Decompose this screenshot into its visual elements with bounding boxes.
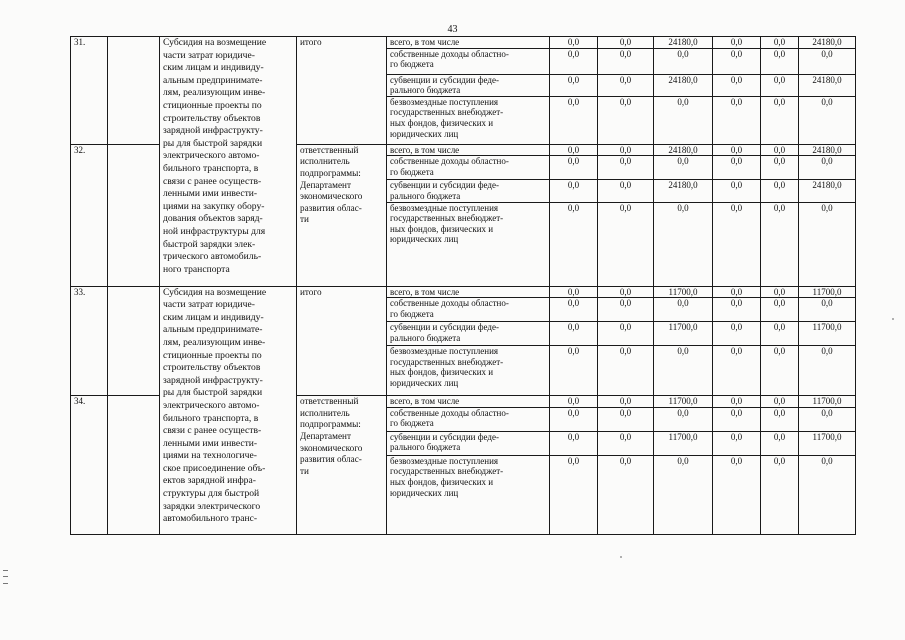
page-number: 43 [447,24,458,35]
amount-cell: 0,0 [550,396,598,408]
table-row [71,286,856,298]
executor-cell: ответственный исполнитель подпрограммы: Департамент экономического развития облас- ти [297,396,387,535]
amount-cell: 0,0 [550,156,598,180]
amount-cell: 0,0 [598,286,654,298]
amount-cell: 0,0 [761,144,799,156]
amount-cell: 0,0 [598,346,654,396]
amount-cell: 11700,0 [654,431,713,455]
amount-cell: 0,0 [550,202,598,286]
amount-cell: 0,0 [799,407,856,431]
table-row [71,37,856,49]
amount-cell: 0,0 [550,74,598,96]
amount-cell: 0,0 [598,48,654,74]
amount-cell: 0,0 [550,37,598,49]
amount-cell: 0,0 [713,396,761,408]
amount-cell: 0,0 [799,96,856,144]
amount-cell: 0,0 [799,455,856,534]
funding-source: субвенции и субсидии феде- рального бюджета [387,431,550,455]
funding-source: собственные доходы областно- го бюджета [387,48,550,74]
amount-cell: 0,0 [799,202,856,286]
measure-description: Субсидия на возмещение части затрат юридиче- ским лицам и индивиду- альным предпринимате- лям, реализующим инве- стиционные проекты по строительству объектов зарядной инфраструкту- ры для быстрой зарядки электрического автомо- бильного транспорта, в связи с ранее осуществ- ленными ими инвести- циями на закупку обору- дования объектов заряд- ной инфраструктуры для быстрой зарядки элек- трического автомобиль- ного транспорта [160,37,297,287]
amount-cell: 0,0 [761,96,799,144]
amount-cell: 0,0 [598,455,654,534]
amount-cell: 0,0 [761,180,799,202]
amount-cell: 0,0 [713,286,761,298]
amount-cell: 0,0 [761,48,799,74]
amount-cell: 24180,0 [654,144,713,156]
amount-cell: 11700,0 [799,286,856,298]
measure-description: Субсидия на возмещение части затрат юридиче- ским лицам и индивиду- альным предпринимате- лям, реализующим инве- стиционные проекты по строительству объектов зарядной инфраструкту- ры для быстрой зарядки электрического автомо- бильного транспорта, в связи с ранее осуществ- ленными ими инвести- циями на технологиче- ское присоединение объ- ектов зарядной инфра- структуры для быстрой зарядки электрического автомобильного транс- [160,286,297,534]
margin-mark [3,570,8,584]
amount-cell: 0,0 [598,180,654,202]
amount-cell: 0,0 [598,144,654,156]
funding-source: безвозмездные поступления государственных внебюджет- ных фондов, физических и юридических лиц [387,455,550,534]
amount-cell: 0,0 [761,37,799,49]
executor-cell: итого [297,37,387,145]
scan-speck [620,556,622,558]
amount-cell: 0,0 [654,407,713,431]
amount-cell: 0,0 [654,298,713,322]
amount-cell: 0,0 [761,407,799,431]
funding-source: всего, в том числе [387,144,550,156]
amount-cell: 0,0 [713,156,761,180]
amount-cell: 0,0 [550,322,598,346]
funding-source: всего, в том числе [387,286,550,298]
funding-table [70,36,856,535]
amount-cell: 24180,0 [654,37,713,49]
row-number: 31. [71,37,108,145]
amount-cell: 0,0 [761,322,799,346]
amount-cell: 0,0 [713,37,761,49]
amount-cell: 0,0 [598,37,654,49]
amount-cell: 0,0 [550,96,598,144]
amount-cell: 0,0 [654,96,713,144]
amount-cell: 0,0 [761,396,799,408]
amount-cell: 11700,0 [799,396,856,408]
amount-cell: 0,0 [713,455,761,534]
amount-cell: 0,0 [713,48,761,74]
funding-source: субвенции и субсидии феде- рального бюджета [387,180,550,202]
amount-cell: 0,0 [761,156,799,180]
amount-cell: 0,0 [713,298,761,322]
amount-cell: 0,0 [761,346,799,396]
funding-source: всего, в том числе [387,37,550,49]
amount-cell: 0,0 [799,298,856,322]
amount-cell: 11700,0 [654,396,713,408]
funding-source: безвозмездные поступления государственных внебюджет- ных фондов, физических и юридических лиц [387,96,550,144]
amount-cell: 24180,0 [799,144,856,156]
amount-cell: 0,0 [550,346,598,396]
amount-cell: 11700,0 [654,322,713,346]
funding-source: безвозмездные поступления государственных внебюджет- ных фондов, физических и юридических лиц [387,346,550,396]
amount-cell: 0,0 [550,298,598,322]
empty-cell [108,286,160,396]
amount-cell: 0,0 [598,202,654,286]
amount-cell: 0,0 [598,322,654,346]
funding-source: субвенции и субсидии феде- рального бюджета [387,322,550,346]
amount-cell: 0,0 [550,407,598,431]
amount-cell: 0,0 [713,202,761,286]
amount-cell: 0,0 [550,431,598,455]
amount-cell: 24180,0 [654,74,713,96]
amount-cell: 0,0 [598,407,654,431]
empty-cell [108,37,160,145]
amount-cell: 24180,0 [799,74,856,96]
amount-cell: 0,0 [713,431,761,455]
amount-cell: 0,0 [550,286,598,298]
amount-cell: 24180,0 [654,180,713,202]
executor-cell: ответственный исполнитель подпрограммы: Департамент экономического развития облас- ти [297,144,387,286]
amount-cell: 0,0 [713,144,761,156]
amount-cell: 0,0 [713,407,761,431]
funding-source: субвенции и субсидии феде- рального бюджета [387,74,550,96]
amount-cell: 0,0 [761,74,799,96]
funding-source: собственные доходы областно- го бюджета [387,407,550,431]
amount-cell: 11700,0 [799,431,856,455]
amount-cell: 0,0 [799,48,856,74]
empty-cell [108,144,160,286]
amount-cell: 0,0 [550,48,598,74]
scan-speck [892,318,894,320]
amount-cell: 0,0 [598,74,654,96]
amount-cell: 0,0 [761,431,799,455]
amount-cell: 11700,0 [799,322,856,346]
amount-cell: 0,0 [598,156,654,180]
amount-cell: 0,0 [598,396,654,408]
amount-cell: 0,0 [654,202,713,286]
amount-cell: 0,0 [654,346,713,396]
amount-cell: 0,0 [598,96,654,144]
amount-cell: 0,0 [761,298,799,322]
row-number: 32. [71,144,108,286]
amount-cell: 0,0 [713,180,761,202]
amount-cell: 0,0 [550,180,598,202]
amount-cell: 0,0 [713,346,761,396]
amount-cell: 0,0 [799,346,856,396]
amount-cell: 0,0 [654,48,713,74]
amount-cell: 0,0 [761,286,799,298]
amount-cell: 0,0 [713,322,761,346]
funding-source: всего, в том числе [387,396,550,408]
amount-cell: 0,0 [761,455,799,534]
funding-source: собственные доходы областно- го бюджета [387,298,550,322]
amount-cell: 0,0 [761,202,799,286]
amount-cell: 0,0 [654,455,713,534]
amount-cell: 24180,0 [799,37,856,49]
amount-cell: 0,0 [550,144,598,156]
row-number: 33. [71,286,108,396]
amount-cell: 0,0 [713,96,761,144]
row-number: 34. [71,396,108,535]
empty-cell [108,396,160,535]
amount-cell: 0,0 [799,156,856,180]
amount-cell: 11700,0 [654,286,713,298]
amount-cell: 24180,0 [799,180,856,202]
funding-source: безвозмездные поступления государственных внебюджет- ных фондов, физических и юридических лиц [387,202,550,286]
amount-cell: 0,0 [598,298,654,322]
funding-source: собственные доходы областно- го бюджета [387,156,550,180]
executor-cell: итого [297,286,387,396]
amount-cell: 0,0 [550,455,598,534]
amount-cell: 0,0 [713,74,761,96]
amount-cell: 0,0 [598,431,654,455]
amount-cell: 0,0 [654,156,713,180]
